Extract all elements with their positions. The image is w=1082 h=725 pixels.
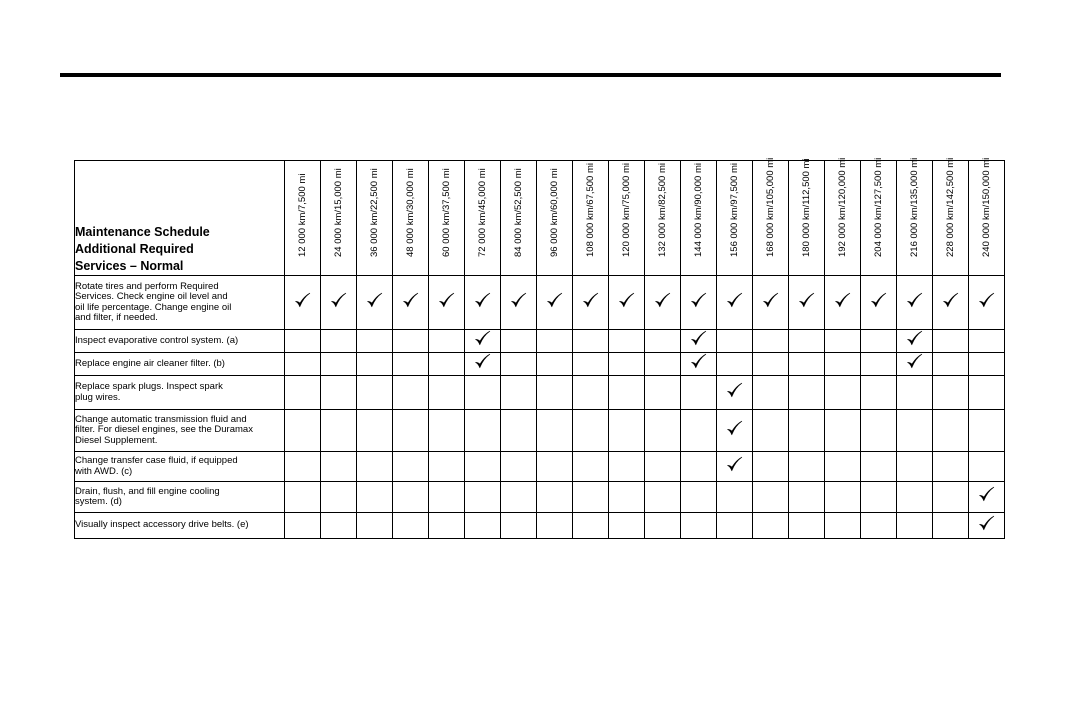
checkmark-icon [402,292,419,309]
schedule-cell [321,513,357,539]
checkmark-icon [474,292,491,309]
schedule-cell [429,482,465,513]
checkmark-icon [690,330,707,347]
checkmark-icon [906,330,923,347]
service-text-line: Rotate tires and perform Required [75,280,219,292]
header-row [75,161,1005,276]
schedule-cell [645,276,681,330]
interval-header [465,161,501,276]
checkmark-icon [654,292,671,309]
schedule-cell [681,376,717,410]
schedule-cell [753,410,789,452]
schedule-cell [681,482,717,513]
schedule-cell [753,482,789,513]
service-row [75,513,1005,539]
checkmark-icon [870,292,887,309]
interval-label: 240 000 km/150,000 mi [980,157,992,257]
title-line-3: Services – Normal [75,259,184,273]
interval-label: 72 000 km/45,000 mi [476,168,488,257]
schedule-cell [933,452,969,482]
schedule-cell [933,482,969,513]
checkmark-icon [906,292,923,309]
service-text-line: Diesel Supplement. [75,434,158,446]
schedule-cell [897,376,933,410]
schedule-cell [645,330,681,353]
schedule-cell [897,276,933,330]
schedule-cell [933,410,969,452]
service-text-line: Change transfer case fluid, if equipped [75,455,238,466]
schedule-cell [321,376,357,410]
schedule-cell [465,376,501,410]
interval-header [717,161,753,276]
schedule-cell [609,376,645,410]
schedule-cell [897,513,933,539]
schedule-cell [537,482,573,513]
schedule-cell [753,353,789,376]
interval-label: 84 000 km/52,500 mi [512,168,524,257]
schedule-cell [573,410,609,452]
schedule-cell [429,452,465,482]
schedule-cell [933,513,969,539]
service-text-line: Drain, flush, and fill engine cooling [75,485,220,497]
schedule-cell [789,410,825,452]
interval-header [501,161,537,276]
schedule-cell [393,330,429,353]
schedule-cell [573,330,609,353]
interval-label: 108 000 km/67,500 mi [584,162,596,257]
schedule-cell [321,353,357,376]
schedule-cell [897,353,933,376]
schedule-cell [285,376,321,410]
schedule-cell [357,452,393,482]
schedule-cell [717,353,753,376]
service-description [75,376,285,410]
checkmark-icon [690,292,707,309]
schedule-cell [969,276,1005,330]
interval-label: 132 000 km/82,500 mi [656,162,668,257]
schedule-cell [573,376,609,410]
checkmark-icon [978,486,995,503]
service-row [75,482,1005,513]
schedule-cell [681,452,717,482]
interval-header [321,161,357,276]
schedule-cell [717,452,753,482]
schedule-cell [609,330,645,353]
schedule-cell [393,353,429,376]
schedule-cell [897,330,933,353]
schedule-cell [861,376,897,410]
schedule-cell [465,276,501,330]
checkmark-icon [978,292,995,309]
interval-label: 48 000 km/30,000 mi [404,168,416,257]
schedule-cell [573,452,609,482]
service-description [75,452,285,482]
interval-label: 24 000 km/15,000 mi [332,168,344,257]
schedule-cell [897,452,933,482]
interval-header [609,161,645,276]
schedule-cell [501,452,537,482]
schedule-cell [537,376,573,410]
schedule-cell [357,330,393,353]
schedule-cell [357,376,393,410]
schedule-cell [753,452,789,482]
interval-header [789,158,825,276]
schedule-cell [609,276,645,330]
title-line-2: Additional Required [75,242,194,256]
schedule-cell [537,330,573,353]
schedule-cell [825,513,861,539]
schedule-cell [681,513,717,539]
schedule-cell [825,376,861,410]
interval-header [285,161,321,276]
schedule-cell [645,353,681,376]
checkmark-icon [726,420,743,437]
service-description [75,410,285,452]
service-text-line: filter. For diesel engines, see the Duramax [75,424,253,436]
schedule-cell [501,513,537,539]
checkmark-icon [618,292,635,309]
service-description [75,482,285,513]
schedule-cell [825,276,861,330]
schedule-cell [609,513,645,539]
schedule-cell [933,353,969,376]
schedule-cell [933,376,969,410]
schedule-cell [825,353,861,376]
schedule-cell [465,410,501,452]
schedule-cell [285,482,321,513]
schedule-cell [717,376,753,410]
schedule-cell [825,330,861,353]
interval-header [969,157,1005,276]
schedule-cell [861,410,897,452]
service-row [75,353,1005,376]
schedule-cell [537,513,573,539]
service-description [75,513,285,539]
schedule-cell [861,482,897,513]
schedule-cell [789,330,825,353]
schedule-cell [321,330,357,353]
interval-label: 60 000 km/37,500 mi [440,168,452,257]
schedule-cell [285,513,321,539]
schedule-cell [357,410,393,452]
checkmark-icon [510,292,527,309]
schedule-cell [429,513,465,539]
schedule-cell [285,452,321,482]
interval-label: 168 000 km/105,000 mi [764,157,776,257]
schedule-cell [897,482,933,513]
interval-header [825,157,861,276]
service-text-line: plug wires. [75,391,121,403]
checkmark-icon [726,456,743,473]
schedule-cell [861,513,897,539]
schedule-cell [753,276,789,330]
service-description [75,330,285,353]
schedule-cell [285,330,321,353]
schedule-cell [717,410,753,452]
schedule-cell [969,353,1005,376]
interval-label: 36 000 km/22,500 mi [368,168,380,257]
checkmark-icon [942,292,959,309]
schedule-cell [789,353,825,376]
top-rule [60,73,1001,77]
interval-header [681,161,717,276]
schedule-cell [285,276,321,330]
service-text-line: Services. Check engine oil level and [75,291,228,302]
schedule-cell [465,482,501,513]
schedule-cell [537,452,573,482]
schedule-cell [573,276,609,330]
service-row [75,452,1005,482]
interval-label: 96 000 km/60,000 mi [548,168,560,257]
table-title [75,161,285,276]
schedule-cell [393,482,429,513]
interval-label: 216 000 km/135,000 mi [908,157,920,257]
schedule-cell [357,276,393,330]
checkmark-icon [438,292,455,309]
schedule-cell [465,452,501,482]
schedule-cell [357,513,393,539]
schedule-cell [609,452,645,482]
schedule-cell [393,513,429,539]
schedule-cell [717,513,753,539]
service-text-line: oil life percentage. Change engine oil [75,301,232,313]
schedule-cell [753,376,789,410]
schedule-cell [573,482,609,513]
interval-label: 12 000 km/7,500 mi [296,173,308,257]
service-text-line: Replace spark plugs. Inspect spark [75,381,223,392]
schedule-cell [501,482,537,513]
checkmark-icon [726,382,743,399]
interval-label: 228 000 km/142,500 mi [944,157,956,257]
schedule-cell [897,410,933,452]
schedule-cell [429,376,465,410]
interval-header [429,161,465,276]
title-line-1: Maintenance Schedule [75,225,210,239]
schedule-cell [933,330,969,353]
service-row [75,330,1005,353]
interval-header [933,157,969,276]
schedule-cell [429,410,465,452]
schedule-cell [357,482,393,513]
schedule-cell [825,482,861,513]
schedule-cell [717,330,753,353]
schedule-cell [573,353,609,376]
service-text-line: Change automatic transmission fluid and [75,413,247,425]
service-row [75,276,1005,330]
schedule-cell [789,452,825,482]
service-text-line: and filter, if needed. [75,312,158,323]
schedule-cell [537,353,573,376]
checkmark-icon [762,292,779,309]
checkmark-icon [330,292,347,309]
schedule-body [75,276,1005,539]
schedule-cell [825,410,861,452]
schedule-cell [465,330,501,353]
schedule-cell [501,410,537,452]
schedule-cell [429,353,465,376]
schedule-cell [393,276,429,330]
schedule-cell [717,482,753,513]
interval-header [753,157,789,276]
service-text-line: system. (d) [75,496,122,507]
schedule-cell [609,353,645,376]
interval-header [897,157,933,276]
schedule-cell [321,482,357,513]
service-text-line: Visually inspect accessory drive belts. (e) [75,519,249,531]
interval-label: 204 000 km/127,500 mi [872,157,884,257]
schedule-cell [645,410,681,452]
schedule-cell [285,410,321,452]
schedule-cell [465,513,501,539]
service-row [75,376,1005,410]
schedule-cell [753,513,789,539]
checkmark-icon [474,330,491,347]
schedule-cell [645,482,681,513]
service-text-line: with AWD. (c) [75,465,133,477]
interval-label: 156 000 km/97,500 mi [728,162,740,257]
schedule-cell [609,410,645,452]
schedule-cell [861,330,897,353]
schedule-cell [681,330,717,353]
schedule-cell [645,452,681,482]
schedule-cell [969,482,1005,513]
schedule-cell [969,410,1005,452]
checkmark-icon [294,292,311,309]
interval-label: 180 000 km/112,500 mi [800,158,812,257]
schedule-cell [789,276,825,330]
service-text-line: Replace engine air cleaner filter. (b) [75,357,225,369]
schedule-cell [465,353,501,376]
schedule-cell [429,330,465,353]
schedule-cell [861,276,897,330]
checkmark-icon [798,292,815,309]
schedule-cell [933,276,969,330]
schedule-cell [321,276,357,330]
schedule-cell [285,353,321,376]
schedule-cell [681,276,717,330]
schedule-cell [753,330,789,353]
interval-label: 192 000 km/120,000 mi [836,157,848,257]
schedule-cell [573,513,609,539]
schedule-cell [429,276,465,330]
schedule-cell [501,353,537,376]
schedule-cell [681,410,717,452]
schedule-cell [537,276,573,330]
schedule-cell [969,330,1005,353]
interval-label: 144 000 km/90,000 mi [692,162,704,257]
schedule-cell [825,452,861,482]
schedule-cell [717,276,753,330]
checkmark-icon [546,292,563,309]
schedule-cell [969,376,1005,410]
checkmark-icon [978,515,995,532]
schedule-cell [393,452,429,482]
schedule-cell [357,353,393,376]
checkmark-icon [834,292,851,309]
schedule-cell [681,353,717,376]
service-text-line: Inspect evaporative control system. (a) [75,334,239,346]
schedule-cell [501,376,537,410]
interval-header [645,161,681,276]
interval-header [393,161,429,276]
schedule-cell [321,452,357,482]
schedule-cell [393,410,429,452]
service-description [75,276,285,330]
maintenance-schedule-table [74,157,1005,539]
interval-header [573,161,609,276]
checkmark-icon [582,292,599,309]
schedule-cell [969,513,1005,539]
service-row [75,410,1005,452]
interval-header [861,157,897,276]
schedule-cell [609,482,645,513]
checkmark-icon [726,292,743,309]
interval-label: 120 000 km/75,000 mi [620,162,632,257]
schedule-cell [537,410,573,452]
schedule-cell [789,376,825,410]
schedule-cell [969,452,1005,482]
service-description [75,353,285,376]
interval-header [537,161,573,276]
schedule-cell [789,482,825,513]
checkmark-icon [366,292,383,309]
interval-header [357,161,393,276]
checkmark-icon [906,353,923,370]
checkmark-icon [474,353,491,370]
schedule-cell [393,376,429,410]
schedule-cell [645,376,681,410]
schedule-cell [501,330,537,353]
schedule-cell [501,276,537,330]
schedule-cell [789,513,825,539]
schedule-cell [321,410,357,452]
schedule-cell [861,452,897,482]
checkmark-icon [690,353,707,370]
schedule-cell [645,513,681,539]
schedule-cell [861,353,897,376]
